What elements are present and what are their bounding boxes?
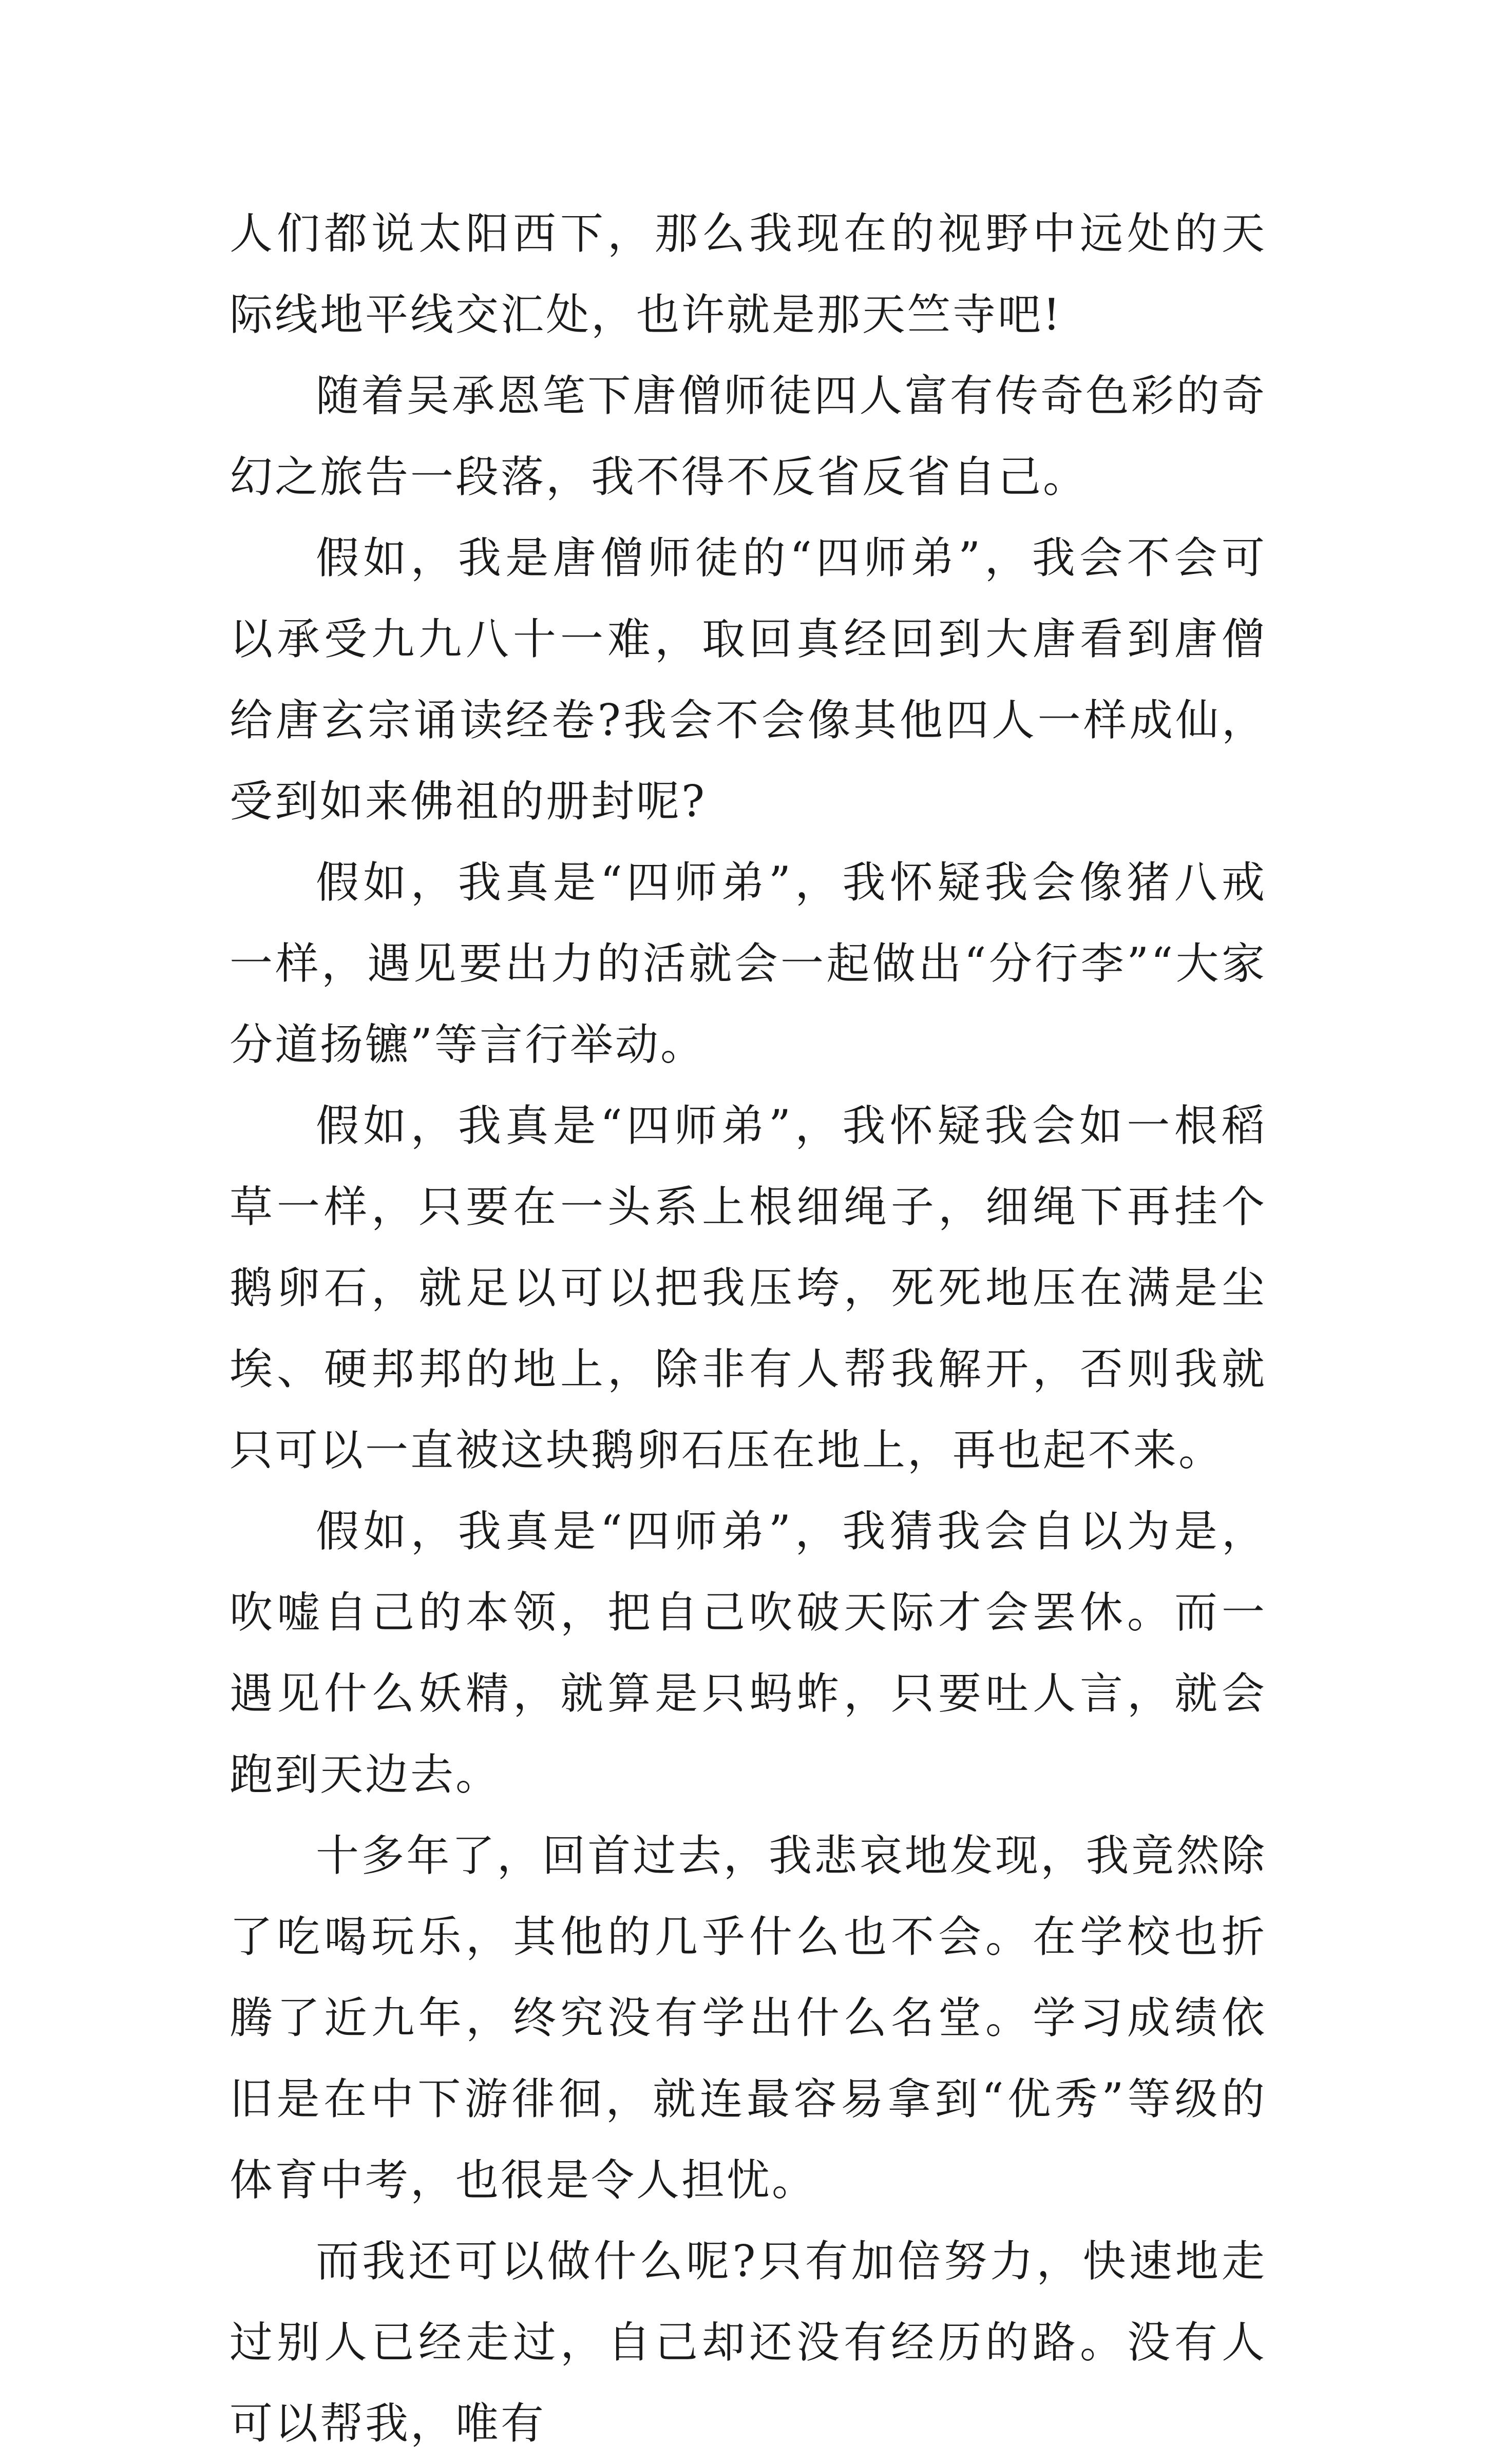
- paragraph: 而我还可以做什么呢?只有加倍努力，快速地走过别人已经走过，自己却还没有经历的路。没有人可以帮我，唯有: [230, 2236, 1267, 2449]
- paragraph: 假如，我真是“四师弟”，我怀疑我会像猪八戒一样，遇见要出力的活就会一起做出“分行李”“大家分道扬镳”等言行举动。: [230, 857, 1267, 1070]
- paragraph: 假如，我真是“四师弟”，我猜我会自以为是，吹嘘自己的本领，把自己吹破天际才会罢休。而一遇见什么妖精，就算是只蚂蚱，只要吐人言，就会跑到天边去。: [230, 1506, 1267, 1800]
- essay-body: [230, 193, 1267, 2464]
- paragraph: 十多年了，回首过去，我悲哀地发现，我竟然除了吃喝玩乐，其他的几乎什么也不会。在学校也折腾了近九年，终究没有学出什么名堂。学习成绩依旧是在中下游徘徊，就连最容易拿到“优秀”等级的体育中考，也很是令人担忧。: [230, 1831, 1267, 2205]
- paragraph: 假如，我真是“四师弟”，我怀疑我会如一根稻草一样，只要在一头系上根细绳子，细绳下再挂个鹅卵石，就足以可以把我压垮，死死地压在满是尘埃、硬邦邦的地上，除非有人帮我解开，否则我就只可以一直被这块鹅卵石压在地上，再也起不来。: [230, 1101, 1267, 1475]
- paragraph: 人们都说太阳西下，那么我现在的视野中远处的天际线地平线交汇处，也许就是那天竺寺吧!: [230, 208, 1267, 340]
- paragraph: 假如，我是唐僧师徒的“四师弟”，我会不会可以承受九九八十一难，取回真经回到大唐看到唐僧给唐玄宗诵读经卷?我会不会像其他四人一样成仙，受到如来佛祖的册封呢?: [230, 533, 1267, 826]
- paragraph: 随着吴承恩笔下唐僧师徒四人富有传奇色彩的奇幻之旅告一段落，我不得不反省反省自己。: [230, 371, 1267, 502]
